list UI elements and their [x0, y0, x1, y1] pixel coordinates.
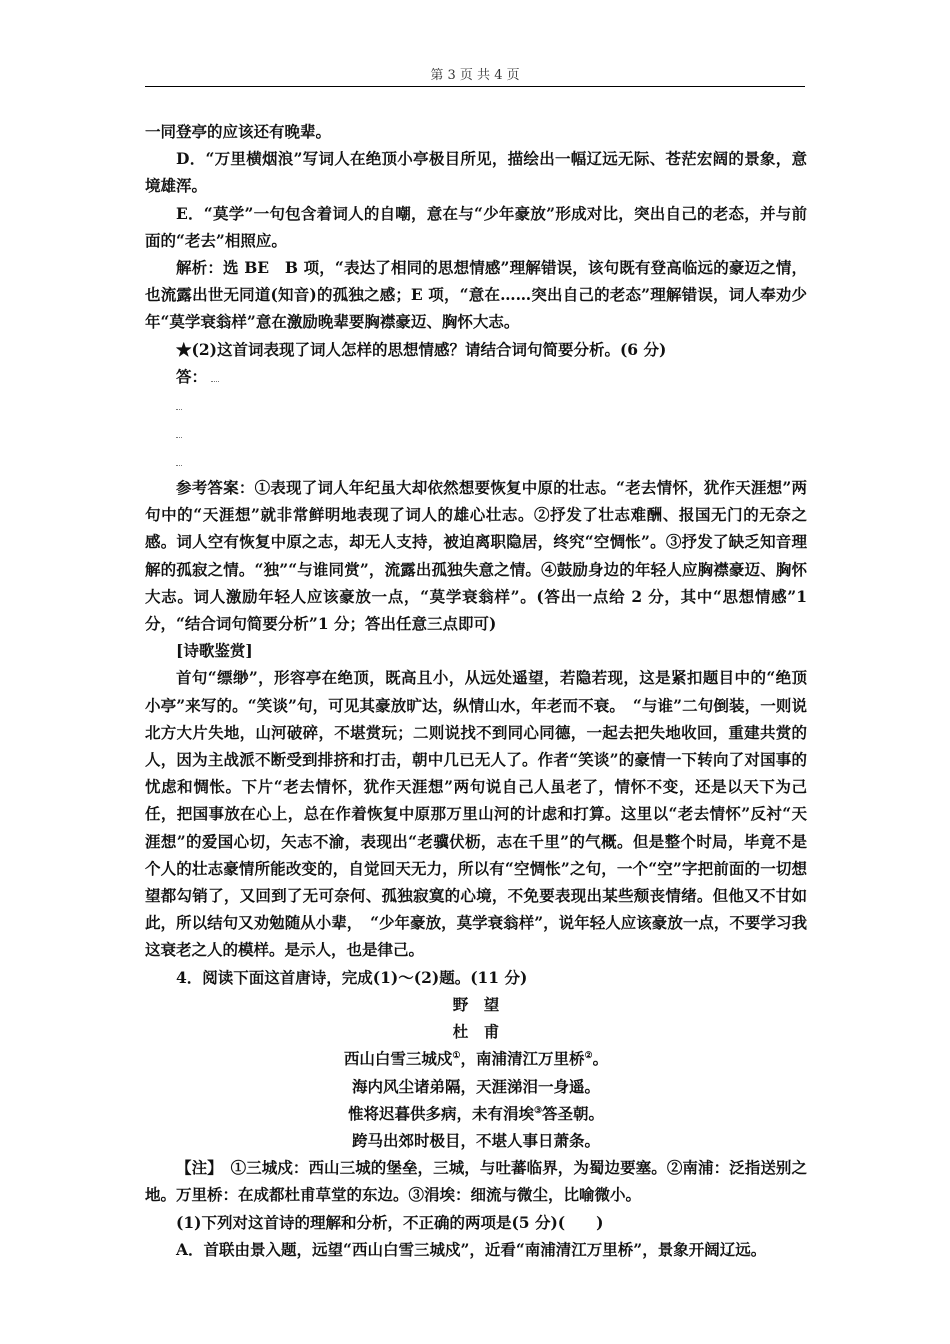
section-heading-appreciation: [诗歌鉴赏] — [176, 641, 253, 661]
poem-line-2: 海内风尘诸弟隔，天涯涕泪一身遥。 — [351, 1076, 600, 1096]
answer-blank — [145, 390, 807, 418]
document-body — [145, 118, 807, 1263]
poem-line-1: 西山白雪三城戍①，南浦清江万里桥②。 — [343, 1049, 609, 1069]
appreciation-paragraph: 首句“缥缈”，形容亭在绝顶，既高且小，从远处遥望，若隐若现，这是紧扣题目中的“绝顶小亭”来写的。“笑谈”句，可见其豪放旷达，纵情山水，年老而不衰。 “与谁”二句倒装，一则说北方大片失地，山河破碎，不堪赏玩；二则说找不到同心同德，一起去把失地收回，重建共赏的人，因为主战派不断受到排挤和打击，朝中几已无人了。作者“笑谈”的豪情一下转向了对国事的忧虑和惆怅。下片“老去情怀，犹作天涯想”两句说自己人虽老了，情怀不变，还是以天下为己任，把国事放在心上，总在作着恢复中原那万里山河的计虑和打算。这里以“老去情怀”反衬“天涯想”的爱国心切，矢志不渝，表现出“老骥伏枥，志在千里”的气概。但是整个时局，毕竟不是个人的壮志豪情所能改变的，自觉回天无力，所以有“空惆怅”之句，一个“空”字把前面的一切想望都勾销了，又回到了无可奈何、孤独寂寞的心境，不免要表现出某些颓丧情绪。但他又不甘如此，所以结句又劝勉随从小辈， “少年豪放，莫学衰翁样”，说年轻人应该豪放一点，不要学习我这衰老之人的模样。是示人，也是律己。 — [145, 668, 807, 960]
question-4-prompt: 4．阅读下面这首唐诗，完成(1)～(2)题。(11 分) — [176, 967, 528, 987]
note-mark-2: ② — [584, 1051, 593, 1062]
note-mark-1: ① — [452, 1051, 461, 1062]
paragraph-continuation: 一同登亭的应该还有晚辈。 — [145, 122, 332, 141]
header-rule — [145, 86, 805, 87]
poem-author: 杜 甫 — [452, 1022, 500, 1042]
answer-blank — [145, 418, 807, 446]
question-2-prompt: ★(2)这首词表现了词人怎样的思想情感？请结合词句简要分析。(6 分) — [176, 339, 667, 359]
poem-line-3: 惟将迟暮供多病，未有涓埃③答圣朝。 — [347, 1103, 605, 1123]
option-e: E．“莫学”一句包含着词人的自嘲，意在与“少年豪放”形成对比，突出自己的老态，并与前面的“老去”相照应。 — [145, 203, 807, 250]
answer-label: 答： — [176, 366, 208, 386]
poem-notes: 【注】 ①三城戍：西山三城的堡垒，三城，与吐蕃临界，为蜀边要塞。②南浦：泛指送别之地。万里桥：在成都杜甫草堂的东边。③涓埃：细流与微尘，比喻微小。 — [145, 1158, 807, 1205]
poem-title: 野 望 — [452, 994, 500, 1014]
answer-blank-line — [211, 381, 219, 382]
option-a: A．首联由景入题，远望“西山白雪三城戍”，近看“南浦清江万里桥”，景象开阔辽远。 — [176, 1239, 767, 1259]
page-header: 第 3 页 共 4 页 — [430, 68, 520, 83]
poem-line-4: 跨马出郊时极目，不堪人事日萧条。 — [351, 1130, 600, 1150]
answer-prompt — [145, 363, 807, 390]
note-mark-3: ③ — [533, 1105, 543, 1116]
question-1-prompt: (1)下列对这首诗的理解和分析，不正确的两项是(5 分)( ) — [176, 1212, 604, 1232]
reference-answer: 参考答案：①表现了词人年纪虽大却依然想要恢复中原的壮志。“老去情怀，犹作天涯想”两句中的“天涯想”就非常鲜明地表现了词人的雄心壮志。②抒发了壮志难酬、报国无门的无奈之感。词人空有恢复中原之志，却无人支持，被迫离职隐居，终究“空惆怅”。③抒发了缺乏知音理解的孤寂之情。“独”“与谁同赏”，流露出孤独失意之情。④鼓励身边的年轻人应胸襟豪迈、胸怀大志。词人激励年轻人应该豪放一点，“莫学衰翁样”。(答出一点给 2 分，其中“思想情感”1 分，“结合词句简要分析”1 分；答出任意三点即可) — [145, 478, 807, 634]
option-d: D．“万里横烟浪”写词人在绝顶小亭极目所见，描绘出一幅辽远无际、苍茫宏阔的景象，意境雄浑。 — [145, 149, 807, 196]
analysis-paragraph: 解析：选 BE B 项，“表达了相同的思想情感”理解错误，该句既有登高临远的豪迈之情，也流露出世无同道(知音)的孤独之感；E 项，“意在……突出自己的老态”理解错误，词人奉劝少年“莫学衰翁样”意在激励晚辈要胸襟豪迈、胸怀大志。 — [145, 258, 807, 332]
answer-blank — [145, 446, 807, 474]
